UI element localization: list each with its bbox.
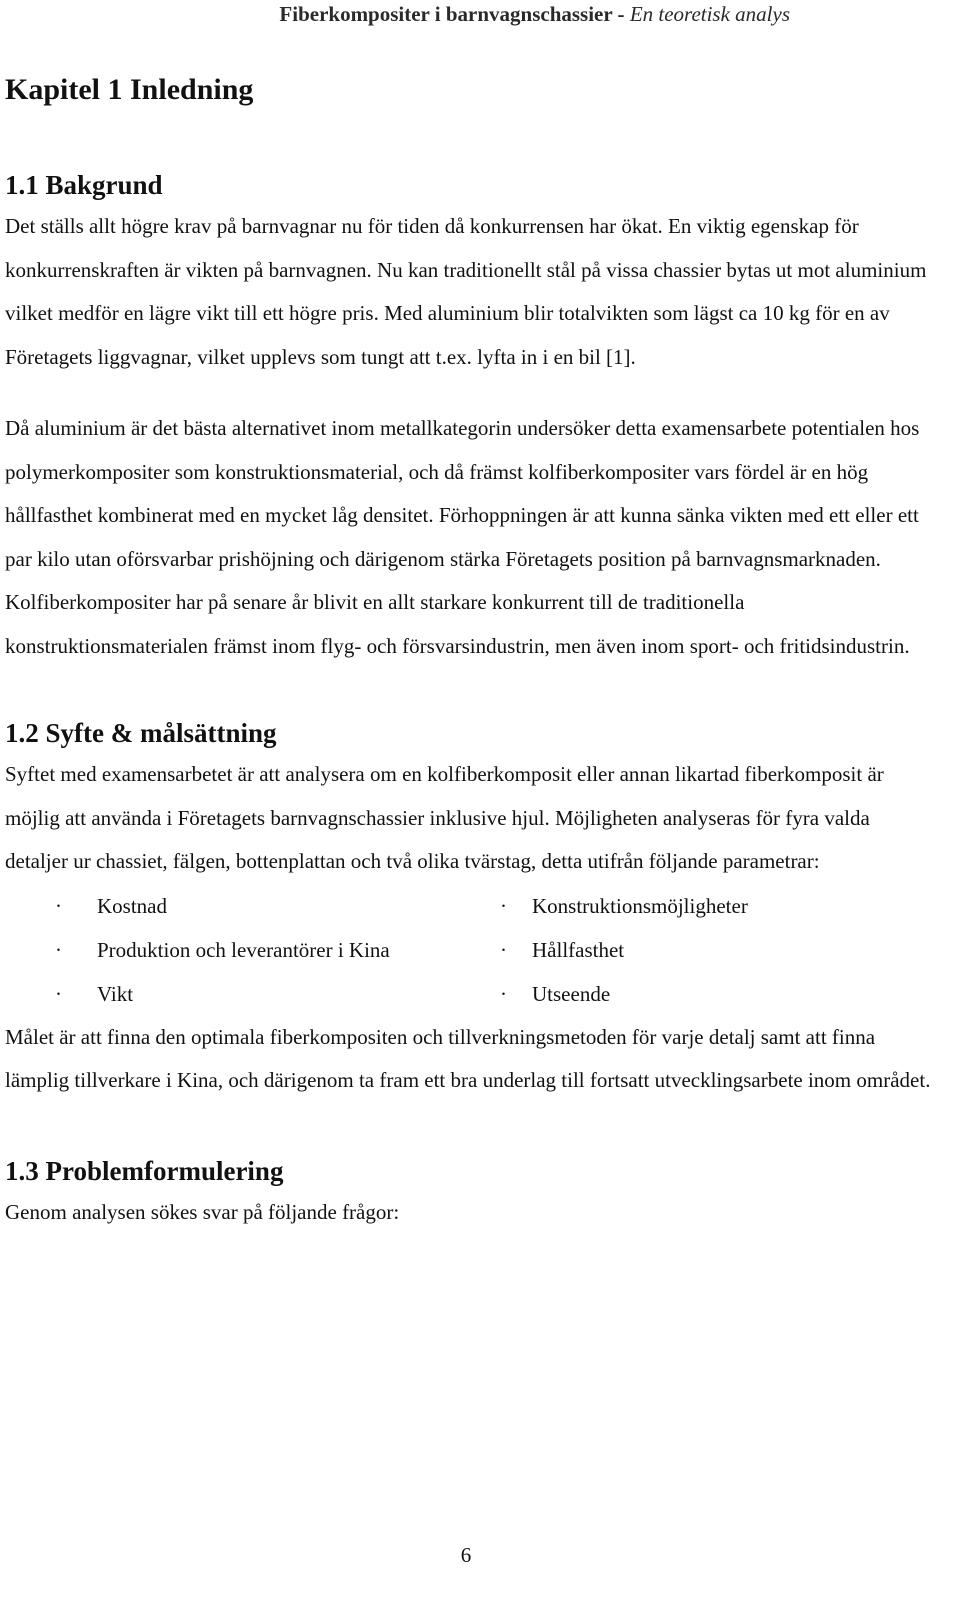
page-number: 6 xyxy=(460,1543,472,1567)
bullet-icon: · xyxy=(55,981,62,1006)
list-item xyxy=(475,928,945,972)
param-label: Produktion och leverantörer i Kina xyxy=(97,937,390,962)
paragraph-syfte-1: Syftet med examensarbetet är att analysera om en kolfiberkomposit eller annan likartad fiberkomposit är möjlig att använda i Företagets barnvagnschassier inklusive hjul. Möjligheten analyseras för fyra valda detaljer ur chassiet, fälgen, bottenplattan och två olika tvärstag, detta utifrån följande parametrar: xyxy=(5,762,884,873)
header-title: Fiberkompositer i barnvagnschassier - xyxy=(279,2,625,26)
bullet-icon: · xyxy=(55,937,62,962)
bullet-icon: · xyxy=(500,937,507,962)
bullet-icon: · xyxy=(55,893,62,918)
section-heading-syfte: 1.2 Syfte & målsättning xyxy=(5,718,277,748)
paragraph-bakgrund-1: Det ställs allt högre krav på barnvagnar nu för tiden då konkurrensen har ökat. En viktig egenskap för konkurrenskraften är vikten på barnvagnen. Nu kan traditionellt stål på vissa chassier bytas ut mot aluminium vilket medför en lägre vikt till ett högre pris. Med aluminium blir totalvikten som lägst ca 10 kg för en av Företagets liggvagnar, vilket upplevs som tungt att t.ex. lyfta in i en bil [1]. xyxy=(5,214,927,369)
bullet-icon: · xyxy=(500,981,507,1006)
page-content xyxy=(5,70,935,1234)
section-heading-problem: 1.3 Problemformulering xyxy=(5,1155,284,1186)
param-label: Konstruktionsmöjligheter xyxy=(532,893,748,918)
param-label: Kostnad xyxy=(97,893,167,918)
section-heading-bakgrund: 1.1 Bakgrund xyxy=(5,170,163,200)
param-label: Hållfasthet xyxy=(532,937,625,962)
chapter-title: Kapitel 1 Inledning xyxy=(5,73,254,106)
list-item xyxy=(5,972,475,1016)
list-item xyxy=(475,972,945,1016)
list-item xyxy=(5,928,475,972)
param-label: Vikt xyxy=(97,981,134,1006)
list-item xyxy=(475,884,945,928)
list-item xyxy=(5,884,475,928)
parameter-list xyxy=(5,884,935,1016)
running-header xyxy=(0,2,960,27)
paragraph-problem-1: Genom analysen sökes svar på följande frågor: xyxy=(5,1199,400,1224)
bullet-icon: · xyxy=(500,893,507,918)
paragraph-bakgrund-2: Då aluminium är det bästa alternativet inom metallkategorin undersöker detta examensarbete potentialen hos polymerkompositer som konstruktionsmaterial, och då främst kolfiberkompositer vars fördel är en hög hållfasthet kombinerat med en mycket låg densitet. Förhoppningen är att kunna sänka vikten med ett eller ett par kilo utan oförsvarbar prishöjning och därigenom stärka Företagets position på barnvagnsmarknaden. Kolfiberkompositer har på senare år blivit en allt starkare konkurrent till de traditionella konstruktionsmaterialen främst inom flyg- och försvarsindustrin, men även inom sport- och fritidsindustrin. xyxy=(5,416,920,658)
param-label: Utseende xyxy=(532,981,611,1006)
header-subtitle: En teoretisk analys xyxy=(629,2,790,26)
paragraph-syfte-2: Målet är att finna den optimala fiberkompositen och tillverkningsmetoden för varje detalj samt att finna lämplig tillverkare i Kina, och därigenom ta fram ett bra underlag till fortsatt utvecklingsarbete inom området. xyxy=(5,1024,931,1092)
